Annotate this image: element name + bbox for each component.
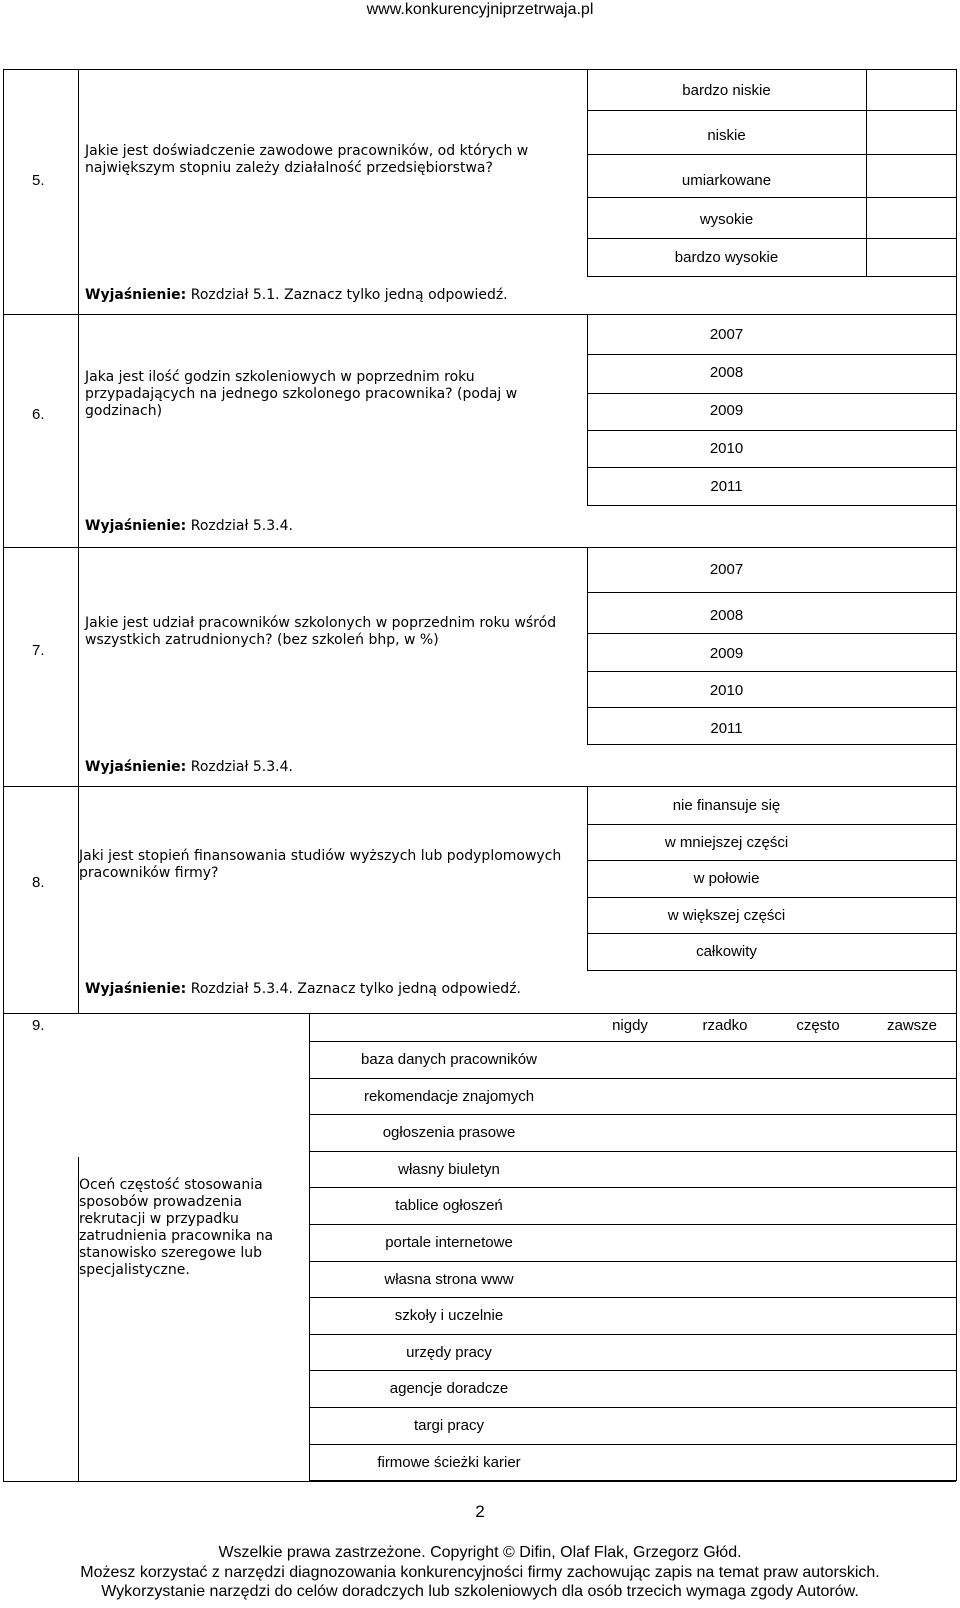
q7-year-sep [587,633,956,634]
q5-opt-sep [587,197,866,198]
q9-row-separator [309,1151,956,1152]
q9-col-header: nigdy [612,1017,648,1034]
q6-year-sep [587,430,956,431]
q8-options-bottom [587,970,956,971]
row-separator [3,786,956,787]
q9-row-label: tablice ogłoszeń [395,1197,503,1214]
q7-year: 2008 [709,607,744,624]
q5-box-sep [866,154,956,155]
footer-copyright: Wszelkie prawa zastrzeżone. Copyright © Difin, Olaf Flak, Grzegorz Głód. [218,1544,742,1561]
q5-option[interactable]: bardzo niskie [682,82,771,99]
q5-option[interactable]: bardzo wysokie [674,249,779,266]
q6-number: 6. [32,406,45,423]
q5-options-mid [866,69,867,276]
q5-options-bottom [587,276,956,277]
q9-header-bottom [309,1041,956,1042]
q7-year: 2010 [709,682,744,699]
q6-year: 2009 [709,402,744,419]
q9-row-separator [309,1187,956,1188]
q8-opt-sep [587,860,956,861]
q9-row-label: urzędy pracy [406,1344,492,1361]
q5-opt-sep [587,154,866,155]
q8-number: 8. [32,874,45,891]
q7-years-bottom [587,744,956,745]
q8-note: Wyjaśnienie: Rozdział 5.3.4. Zaznacz tylko jedną odpowiedź. [85,981,521,997]
q9-row-separator [309,1224,956,1225]
q7-year: 2011 [710,720,743,737]
q9-row-label: agencje doradcze [389,1380,509,1397]
q9-row-separator [309,1480,956,1481]
q7-year-sep [587,671,956,672]
row-separator [3,547,956,548]
q9-question: Oceń częstość stosowania sposobów prowadzenia rekrutacji w przypadku zatrudnienia pracownika na stanowisko szeregowe lub specjalistyczne. [79,1177,274,1278]
q9-row-separator [309,1370,956,1371]
q9-col-header: często [796,1017,840,1034]
q6-year-sep [587,354,956,355]
q5-opt-sep [587,110,866,111]
q8-opt-sep [587,897,956,898]
q6-year: 2007 [709,326,744,343]
q6-year-sep [587,467,956,468]
q7-year-sep [587,592,956,593]
footer-usage-note: Możesz korzystać z narzędzi diagnozowania konkurencyjności firmy zachowując zapis na temat praw autorskich. [80,1564,880,1581]
q9-row-separator [309,1261,956,1262]
q6-year: 2011 [710,478,743,495]
q8-option[interactable]: nie finansuje się [672,797,781,814]
page-number: 2 [475,1502,485,1521]
q9-row-label: portale internetowe [385,1234,513,1251]
q5-box-sep [866,238,956,239]
q7-year: 2009 [709,645,744,662]
q5-box-sep [866,197,956,198]
row-separator [3,1013,956,1014]
q9-row-label: ogłoszenia prasowe [382,1124,516,1141]
q9-row-label: rekomendacje znajomych [363,1088,535,1105]
q9-row-label: targi pracy [413,1417,485,1434]
q7-question: Jakie jest udział pracowników szkolonych w poprzednim roku wśród wszystkich zatrudnionych? (bez szkoleń bhp, w %) [85,615,557,648]
table-bottom-border [3,1481,956,1482]
q8-opt-sep [587,933,956,934]
q6-note: Wyjaśnienie: Rozdział 5.3.4. [85,518,293,534]
q9-row-separator [309,1078,956,1079]
q5-number: 5. [32,172,45,189]
q7-year: 2007 [709,561,744,578]
q8-option[interactable]: w połowie [693,870,760,887]
footer-consent-note: Wykorzystanie narzędzi do celów doradczych lub szkoleniowych dla osób trzecich wymaga zgody Autorów. [101,1583,859,1600]
q5-options-top [587,69,873,70]
table-left-border [3,69,4,1481]
q9-number: 9. [32,1017,45,1034]
q9-row-separator [309,1114,956,1115]
q9-col-header: zawsze [886,1017,938,1034]
q5-option[interactable]: niskie [707,127,746,144]
row-separator [3,314,956,315]
q6-year: 2010 [709,440,744,457]
q9-row-separator [309,1407,956,1408]
q9-row-label: szkoły i uczelnie [394,1307,504,1324]
q9-row-separator [309,1334,956,1335]
q6-year-sep [587,393,956,394]
q8-option[interactable]: w większej części [667,907,786,924]
q5-question: Jakie jest doświadczenie zawodowe pracowników, od których w największym stopniu zależy działalność przedsiębiorstwa? [85,143,529,176]
q9-row-label: własna strona www [384,1271,514,1288]
q9-row-label: własny biuletyn [398,1161,500,1178]
q8-option[interactable]: całkowity [696,943,757,960]
q9-row-label: baza danych pracowników [361,1051,537,1068]
header-url[interactable]: www.konkurencyjniprzetrwaja.pl [366,1,594,18]
q6-years-bottom [587,505,956,506]
q8-question: Jaki jest stopień finansowania studiów wyższych lub podyplomowych pracowników firmy? [79,848,562,881]
q5-option[interactable]: umiarkowane [681,172,772,189]
q5-opt-sep [587,238,866,239]
q6-year: 2008 [709,364,744,381]
q9-label-col-left [78,1157,79,1481]
q8-opt-sep [587,824,956,825]
q9-row-separator [309,1444,956,1445]
q7-year-sep [587,707,956,708]
q5-option[interactable]: wysokie [699,211,754,228]
q7-number: 7. [32,642,45,659]
q9-col-header: rzadko [702,1017,748,1034]
q8-option[interactable]: w mniejszej części [664,834,789,851]
q6-question: Jaka jest ilość godzin szkoleniowych w poprzednim roku przypadających na jednego szkolonego pracownika? (podaj w godzinach) [85,369,518,419]
q5-box-sep [866,110,956,111]
q9-row-label: firmowe ścieżki karier [377,1454,521,1471]
q5-note: Wyjaśnienie: Rozdział 5.1. Zaznacz tylko jedną odpowiedź. [85,287,508,303]
q9-row-separator [309,1297,956,1298]
table-right-border [956,69,957,1481]
q7-note: Wyjaśnienie: Rozdział 5.3.4. [85,759,293,775]
